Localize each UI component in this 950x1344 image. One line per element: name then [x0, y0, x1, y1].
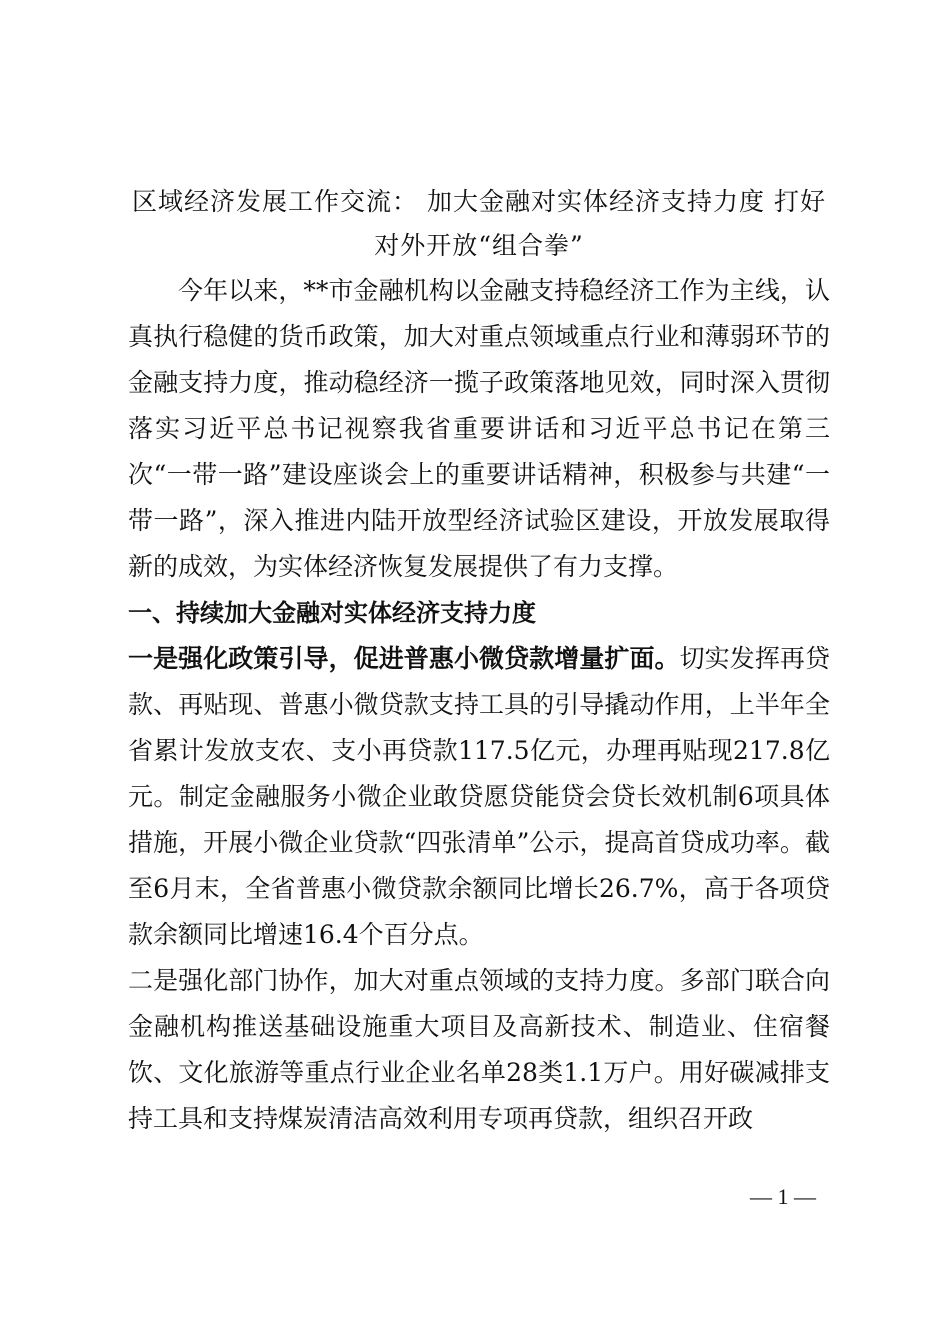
- paragraph-policy-guidance: [128, 636, 830, 958]
- paragraph-body: 切实发挥再贷款、再贴现、普惠小微贷款支持工具的引导撬动作用，上半年全省累计发放支农、支小再贷款117.5亿元，办理再贴现217.8亿元。制定金融服务小微企业敢贷愿贷能贷会贷长效机制6项具体措施，开展小微企业贷款“四张清单”公示，提高首贷成功率。截至6月末，全省普惠小微贷款余额同比增长26.7%，高于各项贷款余额同比增速16.4个百分点。: [128, 644, 830, 949]
- page-number: — 1 —: [750, 1184, 816, 1209]
- section-heading: 一、持续加大金融对实体经济支持力度: [128, 599, 536, 627]
- document-body: [128, 180, 830, 1142]
- paragraph-lead: 一是强化政策引导，促进普惠小微贷款增量扩面。: [128, 644, 680, 673]
- paragraph-department-coordination: 二是强化部门协作，加大对重点领域的支持力度。多部门联合向金融机构推送基础设施重大项目及高新技术、制造业、住宿餐饮、文化旅游等重点行业企业名单28类1.1万户。用好碳减排支持工具和支持煤炭清洁高效利用专项再贷款，组织召开政: [128, 966, 830, 1133]
- intro-paragraph: 今年以来，**市金融机构以金融支持稳经济工作为主线，认真执行稳健的货币政策，加大对重点领域重点行业和薄弱环节的金融支持力度，推动稳经济一揽子政策落地见效，同时深入贯彻落实习近平总书记视察我省重要讲话和习近平总书记在第三次“一带一路”建设座谈会上的重要讲话精神，积极参与共建“一带一路”，深入推进内陆开放型经济试验区建设，开放发展取得新的成效，为实体经济恢复发展提供了有力支撑。: [128, 276, 830, 581]
- document-title: 区域经济发展工作交流： 加大金融对实体经济支持力度 打好对外开放“组合拳”: [132, 187, 826, 260]
